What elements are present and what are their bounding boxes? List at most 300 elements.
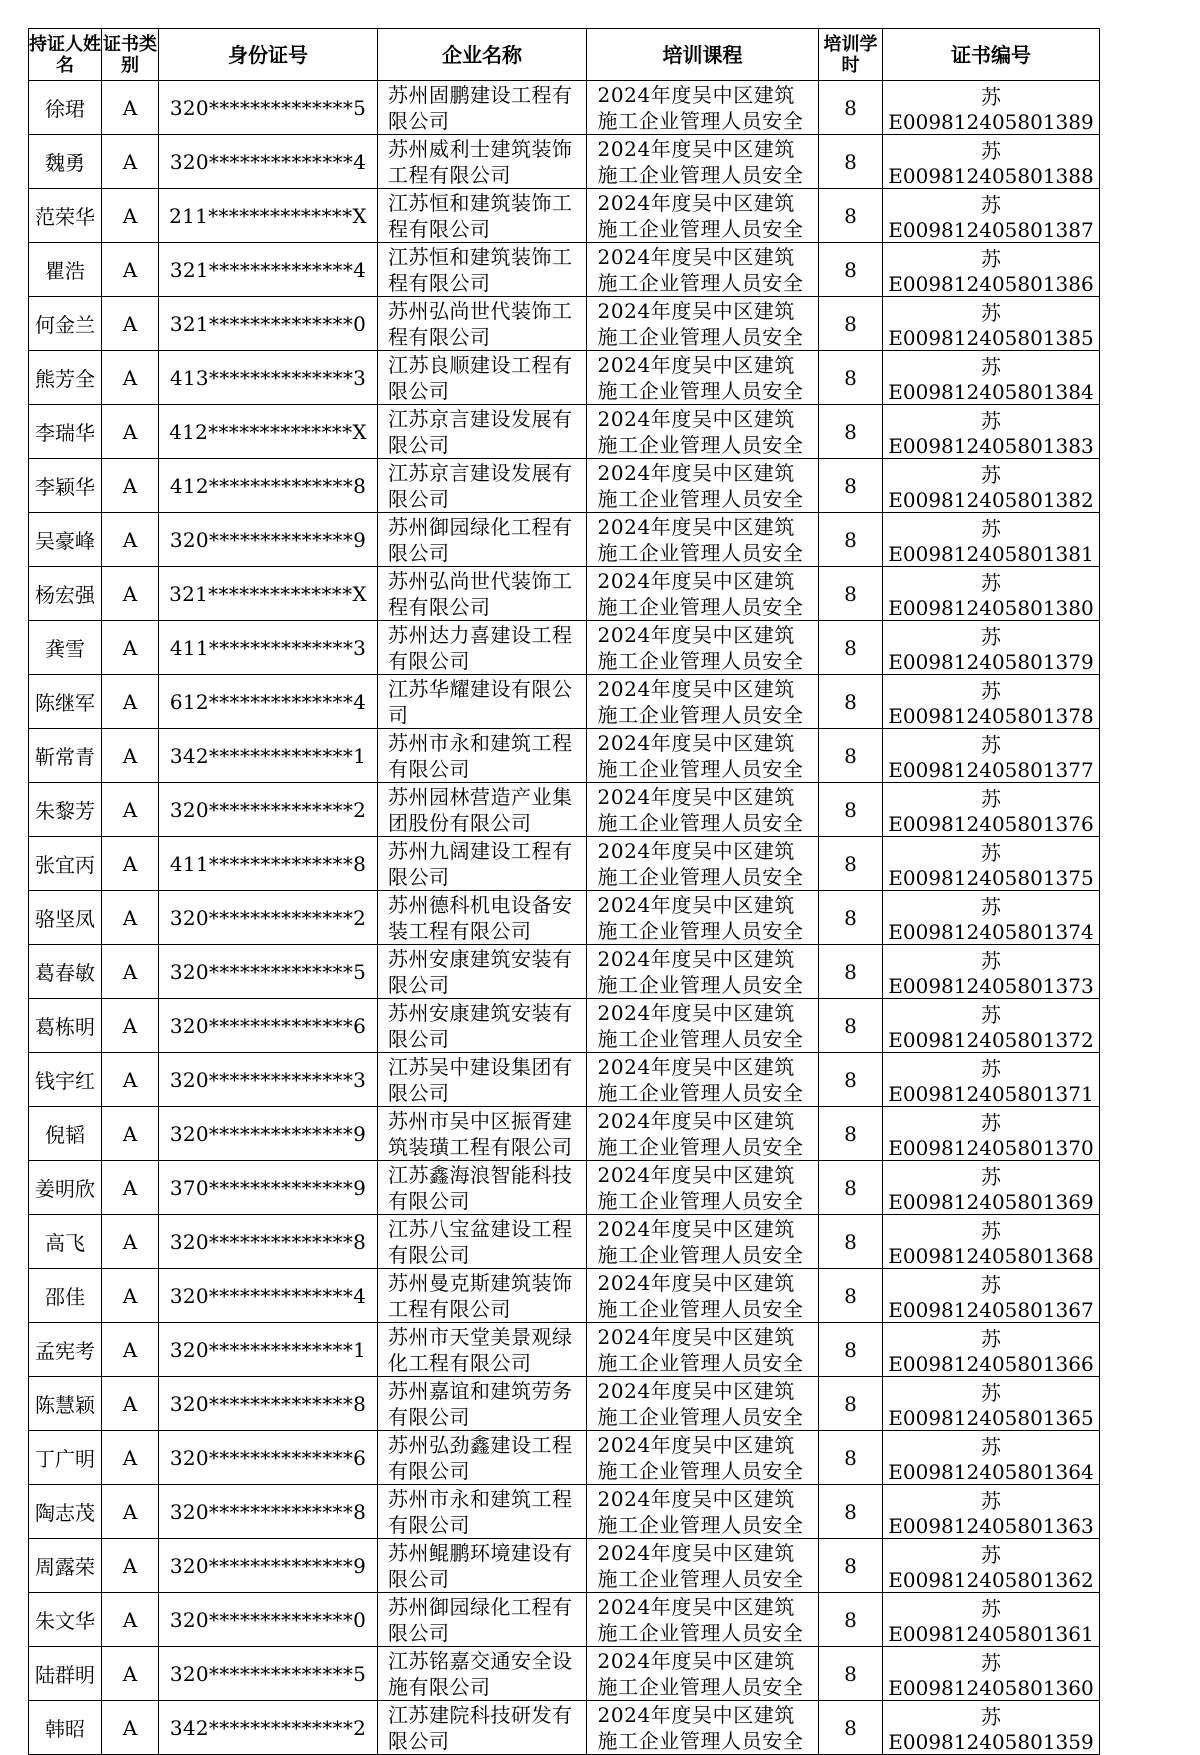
training-course-cell (587, 675, 819, 729)
table-row (29, 1053, 1100, 1107)
cert-category-cell: A (102, 513, 159, 567)
id-number-cell: 320**************3 (159, 1053, 378, 1107)
company-name-cell-clip (378, 83, 586, 133)
id-number-cell: 320**************8 (159, 1215, 378, 1269)
training-course-cell-clip (587, 569, 818, 619)
table-row (29, 189, 1100, 243)
training-hours-cell: 8 (819, 1215, 883, 1269)
training-course-cell-text: 2024年度吴中区建筑施工企业管理人员安全 (597, 676, 804, 727)
company-name-cell (378, 999, 587, 1053)
training-course-cell-clip (587, 1649, 818, 1699)
holder-name-cell: 徐珺 (29, 81, 102, 135)
training-course-cell-clip (587, 1487, 818, 1537)
training-hours-cell: 8 (819, 189, 883, 243)
training-course-cell-text: 2024年度吴中区建筑施工企业管理人员安全 (597, 1432, 804, 1483)
company-name-cell (378, 1701, 587, 1755)
cert-category-cell: A (102, 297, 159, 351)
cert-category-cell: A (102, 1323, 159, 1377)
header-holder-name: 持证人姓名 (29, 29, 102, 81)
training-course-cell-text: 2024年度吴中区建筑施工企业管理人员安全 (597, 1270, 804, 1321)
training-course-cell (587, 81, 819, 135)
company-name-cell-text: 苏州安康建筑安装有限公司 (388, 946, 573, 997)
cert-number-cell: 苏E009812405801382 (883, 459, 1100, 513)
training-hours-cell: 8 (819, 135, 883, 189)
holder-name-cell: 朱黎芳 (29, 783, 102, 837)
table-row (29, 1377, 1100, 1431)
training-hours-cell: 8 (819, 1593, 883, 1647)
holder-name-cell: 周露荣 (29, 1539, 102, 1593)
company-name-cell-clip (378, 1325, 586, 1375)
cert-category-cell: A (102, 1215, 159, 1269)
company-name-cell-text: 苏州威利士建筑装饰工程有限公司 (388, 136, 573, 187)
company-name-cell-text: 苏州市天堂美景观绿化工程有限公司 (388, 1324, 573, 1375)
training-course-cell-clip (587, 407, 818, 457)
company-name-cell-text: 苏州嘉谊和建筑劳务有限公司 (388, 1378, 573, 1429)
training-course-cell-text: 2024年度吴中区建筑施工企业管理人员安全 (597, 136, 804, 187)
id-number-cell: 211**************X (159, 189, 378, 243)
cert-category-cell: A (102, 1593, 159, 1647)
training-course-cell-clip (587, 947, 818, 997)
cert-number-cell: 苏E009812405801366 (883, 1323, 1100, 1377)
cert-number-cell: 苏E009812405801378 (883, 675, 1100, 729)
training-course-cell-text: 2024年度吴中区建筑施工企业管理人员安全 (597, 406, 804, 457)
training-course-cell-clip (587, 299, 818, 349)
holder-name-cell: 范荣华 (29, 189, 102, 243)
training-course-cell-text: 2024年度吴中区建筑施工企业管理人员安全 (597, 838, 804, 889)
cert-number-cell: 苏E009812405801362 (883, 1539, 1100, 1593)
training-hours-cell: 8 (819, 945, 883, 999)
company-name-cell-text: 江苏铭嘉交通安全设施有限公司 (388, 1648, 573, 1699)
cert-number-cell: 苏E009812405801368 (883, 1215, 1100, 1269)
company-name-cell-clip (378, 1433, 586, 1483)
training-course-cell-text: 2024年度吴中区建筑施工企业管理人员安全 (597, 352, 804, 403)
company-name-cell (378, 513, 587, 567)
company-name-cell (378, 567, 587, 621)
training-hours-cell: 8 (819, 351, 883, 405)
training-course-cell (587, 1323, 819, 1377)
training-course-cell-text: 2024年度吴中区建筑施工企业管理人员安全 (597, 1108, 804, 1159)
company-name-cell (378, 1485, 587, 1539)
holder-name-cell: 姜明欣 (29, 1161, 102, 1215)
cert-number-cell: 苏E009812405801376 (883, 783, 1100, 837)
training-hours-cell: 8 (819, 1647, 883, 1701)
id-number-cell: 320**************4 (159, 1269, 378, 1323)
id-number-cell: 320**************9 (159, 1107, 378, 1161)
cert-category-cell: A (102, 675, 159, 729)
training-course-cell (587, 513, 819, 567)
cert-number-cell: 苏E009812405801365 (883, 1377, 1100, 1431)
company-name-cell-clip (378, 1055, 586, 1105)
company-name-cell (378, 1431, 587, 1485)
training-course-cell-text: 2024年度吴中区建筑施工企业管理人员安全 (597, 514, 804, 565)
training-course-cell-text: 2024年度吴中区建筑施工企业管理人员安全 (597, 568, 804, 619)
training-course-cell (587, 351, 819, 405)
training-course-cell-clip (587, 677, 818, 727)
company-name-cell-clip (378, 569, 586, 619)
company-name-cell (378, 1053, 587, 1107)
training-course-cell-text: 2024年度吴中区建筑施工企业管理人员安全 (597, 1054, 804, 1105)
training-course-cell (587, 1701, 819, 1755)
table-row (29, 891, 1100, 945)
table-row (29, 513, 1100, 567)
training-course-cell-clip (587, 1703, 818, 1753)
training-course-cell-clip (587, 191, 818, 241)
cert-number-cell: 苏E009812405801381 (883, 513, 1100, 567)
company-name-cell (378, 1539, 587, 1593)
training-course-cell-clip (587, 785, 818, 835)
training-hours-cell: 8 (819, 1323, 883, 1377)
id-number-cell: 411**************8 (159, 837, 378, 891)
company-name-cell-clip (378, 1595, 586, 1645)
company-name-cell-text: 苏州鲲鹏环境建设有限公司 (388, 1540, 573, 1591)
training-course-cell-clip (587, 893, 818, 943)
holder-name-cell: 葛栋明 (29, 999, 102, 1053)
table-row (29, 1701, 1100, 1755)
training-course-cell-clip (587, 1163, 818, 1213)
id-number-cell: 320**************1 (159, 1323, 378, 1377)
table-row (29, 1431, 1100, 1485)
company-name-cell-clip (378, 191, 586, 241)
holder-name-cell: 陈慧颖 (29, 1377, 102, 1431)
company-name-cell (378, 1377, 587, 1431)
training-course-cell (587, 567, 819, 621)
training-course-cell-clip (587, 623, 818, 673)
company-name-cell (378, 621, 587, 675)
cert-category-cell: A (102, 1161, 159, 1215)
holder-name-cell: 陶志茂 (29, 1485, 102, 1539)
cert-category-cell: A (102, 1107, 159, 1161)
training-course-cell (587, 621, 819, 675)
training-course-cell-clip (587, 1595, 818, 1645)
training-hours-cell: 8 (819, 1161, 883, 1215)
company-name-cell-clip (378, 1271, 586, 1321)
holder-name-cell: 丁广明 (29, 1431, 102, 1485)
company-name-cell-clip (378, 677, 586, 727)
cert-category-cell: A (102, 1647, 159, 1701)
cert-category-cell: A (102, 1539, 159, 1593)
company-name-cell (378, 675, 587, 729)
table-row (29, 1323, 1100, 1377)
holder-name-cell: 杨宏强 (29, 567, 102, 621)
cert-number-cell: 苏E009812405801359 (883, 1701, 1100, 1755)
cert-category-cell: A (102, 945, 159, 999)
company-name-cell (378, 405, 587, 459)
training-course-cell-text: 2024年度吴中区建筑施工企业管理人员安全 (597, 1594, 804, 1645)
table-row (29, 1593, 1100, 1647)
company-name-cell-clip (378, 1217, 586, 1267)
cert-number-cell: 苏E009812405801360 (883, 1647, 1100, 1701)
company-name-cell-clip (378, 623, 586, 673)
cert-category-cell: A (102, 135, 159, 189)
cert-number-cell: 苏E009812405801380 (883, 567, 1100, 621)
cert-category-cell: A (102, 621, 159, 675)
holder-name-cell: 陈继军 (29, 675, 102, 729)
table-row (29, 999, 1100, 1053)
holder-name-cell: 熊芳全 (29, 351, 102, 405)
table-row (29, 1485, 1100, 1539)
id-number-cell: 412**************8 (159, 459, 378, 513)
training-course-cell-text: 2024年度吴中区建筑施工企业管理人员安全 (597, 460, 804, 511)
training-hours-cell: 8 (819, 1701, 883, 1755)
company-name-cell-clip (378, 839, 586, 889)
cert-number-cell: 苏E009812405801367 (883, 1269, 1100, 1323)
training-course-cell (587, 1107, 819, 1161)
header-cert-category: 证书类别 (102, 29, 159, 81)
cert-number-cell: 苏E009812405801375 (883, 837, 1100, 891)
company-name-cell-clip (378, 245, 586, 295)
cert-category-cell: A (102, 1269, 159, 1323)
holder-name-cell: 陆群明 (29, 1647, 102, 1701)
table-row (29, 783, 1100, 837)
training-hours-cell: 8 (819, 891, 883, 945)
table-row (29, 567, 1100, 621)
company-name-cell (378, 1593, 587, 1647)
training-course-cell-clip (587, 245, 818, 295)
company-name-cell-clip (378, 1163, 586, 1213)
training-course-cell-clip (587, 83, 818, 133)
company-name-cell-clip (378, 1109, 586, 1159)
cert-number-cell: 苏E009812405801361 (883, 1593, 1100, 1647)
company-name-cell-text: 苏州曼克斯建筑装饰工程有限公司 (388, 1270, 573, 1321)
cert-number-cell: 苏E009812405801377 (883, 729, 1100, 783)
training-course-cell-text: 2024年度吴中区建筑施工企业管理人员安全 (597, 1216, 804, 1267)
header-id-number: 身份证号 (159, 29, 378, 81)
table-row (29, 135, 1100, 189)
company-name-cell-clip (378, 1541, 586, 1591)
training-course-cell (587, 1161, 819, 1215)
company-name-cell-text: 苏州德科机电设备安装工程有限公司 (388, 892, 573, 943)
table-row (29, 945, 1100, 999)
training-course-cell (587, 243, 819, 297)
id-number-cell: 370**************9 (159, 1161, 378, 1215)
table-row (29, 459, 1100, 513)
holder-name-cell: 骆坚凤 (29, 891, 102, 945)
header-training-course: 培训课程 (587, 29, 819, 81)
company-name-cell-clip (378, 407, 586, 457)
company-name-cell-text: 江苏恒和建筑装饰工程有限公司 (388, 244, 573, 295)
company-name-cell-text: 苏州市吴中区振胥建筑装璜工程有限公司 (388, 1108, 573, 1159)
table-row (29, 837, 1100, 891)
training-course-cell-clip (587, 731, 818, 781)
company-name-cell-text: 江苏八宝盆建设工程有限公司 (388, 1216, 573, 1267)
training-course-cell-text: 2024年度吴中区建筑施工企业管理人员安全 (597, 1000, 804, 1051)
company-name-cell-clip (378, 299, 586, 349)
header-training-hours: 培训学时 (819, 29, 883, 81)
table-row (29, 729, 1100, 783)
cert-number-cell: 苏E009812405801369 (883, 1161, 1100, 1215)
training-course-cell (587, 1431, 819, 1485)
company-name-cell (378, 1647, 587, 1701)
cert-category-cell: A (102, 1053, 159, 1107)
cert-number-cell: 苏E009812405801363 (883, 1485, 1100, 1539)
training-course-cell-text: 2024年度吴中区建筑施工企业管理人员安全 (597, 1162, 804, 1213)
company-name-cell-text: 苏州市永和建筑工程有限公司 (388, 730, 573, 781)
cert-number-cell: 苏E009812405801383 (883, 405, 1100, 459)
holder-name-cell: 朱文华 (29, 1593, 102, 1647)
training-hours-cell: 8 (819, 1107, 883, 1161)
company-name-cell-text: 江苏恒和建筑装饰工程有限公司 (388, 190, 573, 241)
id-number-cell: 321**************4 (159, 243, 378, 297)
table-row (29, 405, 1100, 459)
id-number-cell: 320**************5 (159, 81, 378, 135)
cert-category-cell: A (102, 351, 159, 405)
company-name-cell-text: 苏州达力喜建设工程有限公司 (388, 622, 573, 673)
company-name-cell-clip (378, 1487, 586, 1537)
training-hours-cell: 8 (819, 729, 883, 783)
holder-name-cell: 吴豪峰 (29, 513, 102, 567)
training-course-cell (587, 1485, 819, 1539)
training-hours-cell: 8 (819, 513, 883, 567)
holder-name-cell: 张宜丙 (29, 837, 102, 891)
cert-category-cell: A (102, 891, 159, 945)
cert-number-cell: 苏E009812405801371 (883, 1053, 1100, 1107)
training-course-cell-text: 2024年度吴中区建筑施工企业管理人员安全 (597, 784, 804, 835)
company-name-cell-text: 苏州御园绿化工程有限公司 (388, 514, 573, 565)
training-hours-cell: 8 (819, 81, 883, 135)
cert-number-cell: 苏E009812405801373 (883, 945, 1100, 999)
table-row (29, 243, 1100, 297)
cert-number-cell: 苏E009812405801372 (883, 999, 1100, 1053)
cert-number-cell: 苏E009812405801370 (883, 1107, 1100, 1161)
training-course-cell-clip (587, 839, 818, 889)
training-hours-cell: 8 (819, 1485, 883, 1539)
table-body (29, 81, 1100, 1755)
table-row (29, 1215, 1100, 1269)
company-name-cell (378, 459, 587, 513)
company-name-cell-text: 江苏良顺建设工程有限公司 (388, 352, 573, 403)
company-name-cell (378, 81, 587, 135)
training-course-cell-clip (587, 1433, 818, 1483)
cert-category-cell: A (102, 783, 159, 837)
id-number-cell: 320**************8 (159, 1485, 378, 1539)
training-hours-cell: 8 (819, 297, 883, 351)
training-course-cell-clip (587, 1055, 818, 1105)
holder-name-cell: 瞿浩 (29, 243, 102, 297)
holder-name-cell: 高飞 (29, 1215, 102, 1269)
id-number-cell: 320**************9 (159, 513, 378, 567)
table-row (29, 81, 1100, 135)
training-course-cell-clip (587, 353, 818, 403)
cert-number-cell: 苏E009812405801385 (883, 297, 1100, 351)
holder-name-cell: 倪韬 (29, 1107, 102, 1161)
table-row (29, 351, 1100, 405)
company-name-cell (378, 135, 587, 189)
id-number-cell: 320**************5 (159, 945, 378, 999)
company-name-cell-text: 江苏华耀建设有限公司 (388, 676, 573, 727)
training-course-cell-text: 2024年度吴中区建筑施工企业管理人员安全 (597, 1378, 804, 1429)
training-course-cell (587, 297, 819, 351)
holder-name-cell: 龚雪 (29, 621, 102, 675)
id-number-cell: 411**************3 (159, 621, 378, 675)
header-company-name: 企业名称 (378, 29, 587, 81)
header-cert-number: 证书编号 (883, 29, 1100, 81)
cert-category-cell: A (102, 243, 159, 297)
training-course-cell-text: 2024年度吴中区建筑施工企业管理人员安全 (597, 730, 804, 781)
training-course-cell-text: 2024年度吴中区建筑施工企业管理人员安全 (597, 946, 804, 997)
training-hours-cell: 8 (819, 405, 883, 459)
training-course-cell-text: 2024年度吴中区建筑施工企业管理人员安全 (597, 1324, 804, 1375)
id-number-cell: 342**************1 (159, 729, 378, 783)
id-number-cell: 320**************9 (159, 1539, 378, 1593)
training-course-cell-clip (587, 1379, 818, 1429)
cert-number-cell: 苏E009812405801379 (883, 621, 1100, 675)
training-course-cell-text: 2024年度吴中区建筑施工企业管理人员安全 (597, 1486, 804, 1537)
company-name-cell-clip (378, 353, 586, 403)
cert-category-cell: A (102, 567, 159, 621)
cert-category-cell: A (102, 1431, 159, 1485)
id-number-cell: 320**************6 (159, 999, 378, 1053)
company-name-cell (378, 729, 587, 783)
training-course-cell-text: 2024年度吴中区建筑施工企业管理人员安全 (597, 892, 804, 943)
training-hours-cell: 8 (819, 1539, 883, 1593)
id-number-cell: 412**************X (159, 405, 378, 459)
training-course-cell (587, 837, 819, 891)
header-row (29, 29, 1100, 81)
training-course-cell (587, 783, 819, 837)
training-course-cell (587, 999, 819, 1053)
company-name-cell (378, 783, 587, 837)
cert-category-cell: A (102, 1485, 159, 1539)
training-course-cell-clip (587, 1217, 818, 1267)
company-name-cell (378, 1107, 587, 1161)
company-name-cell (378, 837, 587, 891)
company-name-cell-text: 苏州固鹏建设工程有限公司 (388, 82, 573, 133)
cert-category-cell: A (102, 81, 159, 135)
training-course-cell-clip (587, 1325, 818, 1375)
training-course-cell (587, 189, 819, 243)
company-name-cell-text: 江苏建院科技研发有限公司 (388, 1702, 573, 1753)
company-name-cell-clip (378, 893, 586, 943)
cert-category-cell: A (102, 459, 159, 513)
training-course-cell (587, 1269, 819, 1323)
training-course-cell-clip (587, 1109, 818, 1159)
training-course-cell (587, 891, 819, 945)
table-row (29, 1161, 1100, 1215)
company-name-cell-text: 苏州弘劲鑫建设工程有限公司 (388, 1432, 573, 1483)
cert-number-cell: 苏E009812405801384 (883, 351, 1100, 405)
training-hours-cell: 8 (819, 567, 883, 621)
holder-name-cell: 李颖华 (29, 459, 102, 513)
training-course-cell-clip (587, 1271, 818, 1321)
training-course-cell (587, 729, 819, 783)
training-course-cell-text: 2024年度吴中区建筑施工企业管理人员安全 (597, 1702, 804, 1753)
training-course-cell-text: 2024年度吴中区建筑施工企业管理人员安全 (597, 298, 804, 349)
training-course-cell-clip (587, 461, 818, 511)
company-name-cell-clip (378, 785, 586, 835)
holder-name-cell: 钱宇红 (29, 1053, 102, 1107)
company-name-cell-clip (378, 1001, 586, 1051)
training-course-cell-clip (587, 1541, 818, 1591)
id-number-cell: 320**************8 (159, 1377, 378, 1431)
id-number-cell: 413**************3 (159, 351, 378, 405)
table-row (29, 1647, 1100, 1701)
company-name-cell-clip (378, 1703, 586, 1753)
company-name-cell (378, 189, 587, 243)
holder-name-cell: 葛春敏 (29, 945, 102, 999)
cert-category-cell: A (102, 837, 159, 891)
cert-number-cell: 苏E009812405801387 (883, 189, 1100, 243)
company-name-cell-clip (378, 137, 586, 187)
training-course-cell-clip (587, 137, 818, 187)
training-hours-cell: 8 (819, 675, 883, 729)
cert-number-cell: 苏E009812405801386 (883, 243, 1100, 297)
company-name-cell-text: 苏州九阔建设工程有限公司 (388, 838, 573, 889)
training-course-cell (587, 945, 819, 999)
training-hours-cell: 8 (819, 783, 883, 837)
holder-name-cell: 韩昭 (29, 1701, 102, 1755)
company-name-cell-clip (378, 515, 586, 565)
table-row (29, 297, 1100, 351)
